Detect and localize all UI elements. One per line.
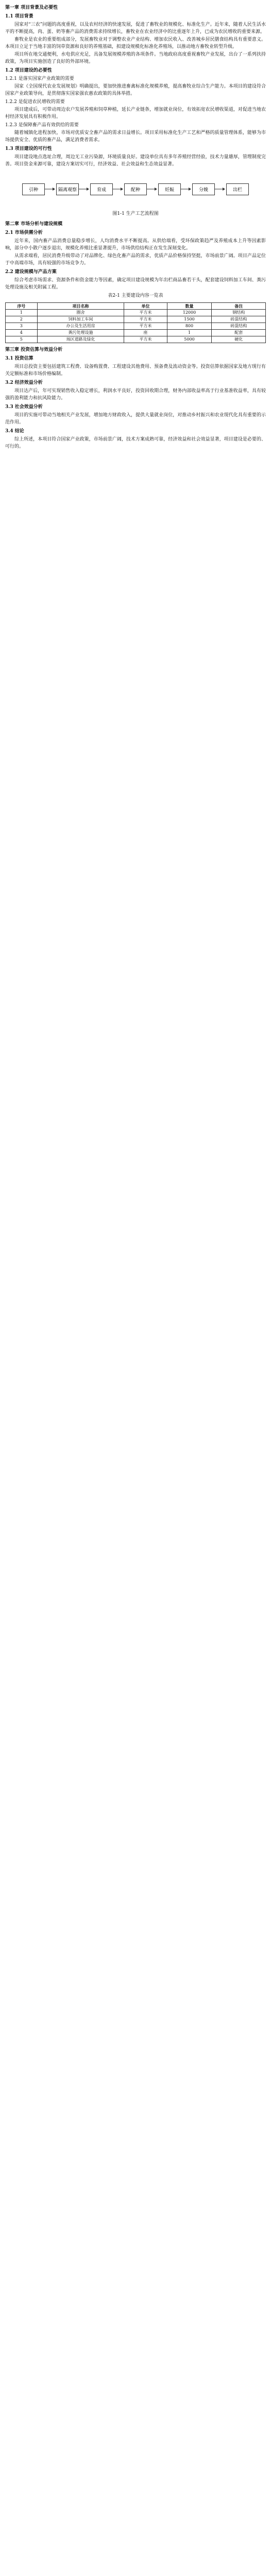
table-header-cell: 备注 xyxy=(212,303,266,310)
section-heading: 2.2 建设规模与产品方案 xyxy=(5,269,57,275)
table-row xyxy=(6,330,266,336)
section-heading: 3.3 社会效益分析 xyxy=(5,404,43,410)
table-cell: 场区道路及绿化 xyxy=(37,336,124,343)
table-cell: 平方米 xyxy=(124,310,167,316)
table-cell: 4 xyxy=(6,330,38,336)
subsection-heading: 1.2.3 是保障畜产品有效供给的需要 xyxy=(5,123,79,128)
table-row xyxy=(6,310,266,316)
table-cell: 1500 xyxy=(167,316,212,323)
paragraph: 国家对“三农”问题的高度重视，以及农村经济的快速发展，促进了畜牧业的规模化、标准化生产。近年来，随着人民生活水平的不断提高，肉、蛋、奶等畜产品的消费需求持续增长，畜牧业在农业经济中的比重逐年上升，已成为农民增收的重要来源。 xyxy=(5,22,266,35)
paragraph: 项目所在地交通便利，水电供应充足，具备发展规模养殖的各项条件。当地政府高度重视畜牧产业发展，出台了一系列扶持政策，为项目实施创造了良好的外部环境。 xyxy=(5,52,266,64)
paragraph: 畜牧业是农业的重要组成部分，发展畜牧业对于调整农业产业结构、增加农民收入、改善城乡居民膳食结构具有重要意义。本项目立足于当地丰富的饲草资源和良好的养殖基础，拟建设规模化标准化养殖场，以推动地方畜牧业转型升级。 xyxy=(5,37,266,49)
paragraph: 项目的实施可带动当地相关产业发展，增加地方财政收入，提供大量就业岗位，对推动乡村振兴和农业现代化具有重要的示范作用。 xyxy=(5,413,266,425)
table-header-cell: 数量 xyxy=(167,303,212,310)
section-heading: 3.1 投资估算 xyxy=(5,356,33,361)
table-cell: 圈舍 xyxy=(37,310,124,316)
chapter-title: 第三章 投资估算与效益分析 xyxy=(5,347,63,352)
table-row xyxy=(6,323,266,330)
flow-arrow-head xyxy=(121,188,123,191)
paragraph: 项目总投资主要包括建筑工程费、设备购置费、工程建设其他费用、预备费及流动资金等。投资估算依据国家及地方现行有关定额标准和市场价格编制。 xyxy=(5,364,266,377)
table-cell: 1 xyxy=(6,310,38,316)
section-heading: 2.1 市场供需分析 xyxy=(5,230,43,235)
table-cell: 平方米 xyxy=(124,316,167,323)
table-cell: 配套 xyxy=(212,330,266,336)
section-heading: 3.4 结论 xyxy=(5,429,24,434)
table-caption: 表2-1 主要建设内容一览表 xyxy=(108,293,163,298)
section xyxy=(5,268,266,291)
paragraph: 近年来，国内畜产品消费总量稳步增长，人均消费水平不断提高。从供给端看，受环保政策趋严及养殖成本上升等因素影响，部分中小散户逐步退出，规模化养殖比重显著提升，市场供给结构正在发生深刻变化。 xyxy=(5,239,266,251)
section xyxy=(5,379,266,402)
flow-step-label: 分娩 xyxy=(198,188,209,193)
paragraph: 国家《全国现代农业发展规划》明确提出，要加快推进畜禽标准化规模养殖，提高畜牧业综合生产能力。本项目的建设符合国家产业政策导向，是贯彻落实国家强农惠农政策的具体举措。 xyxy=(5,84,266,96)
table-cell: 5000 xyxy=(167,336,212,343)
table-row xyxy=(6,316,266,323)
chapter-title: 第一章 项目背景及必要性 xyxy=(5,5,58,10)
section xyxy=(5,403,266,426)
construction-table xyxy=(5,302,266,343)
flow-arrow-head xyxy=(189,188,191,191)
paragraph: 从需求端看，居民消费升级带动了对品牌化、绿色化畜产品的需求，优质产品价格保持坚挺，市场前景广阔。项目产品定位于中高端市场，具有较强的市场竞争力。 xyxy=(5,253,266,266)
table-cell: 砖混结构 xyxy=(212,316,266,323)
paragraph: 随着城镇化进程加快，市场对优质安全畜产品的需求日益增长。项目采用标准化生产工艺和严格的质量管理体系，能够为市场提供安全、优质的畜产品，满足消费者需求。 xyxy=(5,130,266,143)
flow-arrow-head xyxy=(87,188,89,191)
table-cell: 5 xyxy=(6,336,38,343)
paragraph: 项目达产后，年可实现销售收入稳定增长，利润水平良好，投资回收期合理，财务内部收益率高于行业基准收益率，具有较强的盈利能力和抗风险能力。 xyxy=(5,388,266,401)
table-cell: 座 xyxy=(124,330,167,336)
table-cell: 3 xyxy=(6,323,38,330)
section xyxy=(5,13,266,65)
table-cell: 砖混结构 xyxy=(212,323,266,330)
section xyxy=(5,145,266,168)
table-cell: 钢结构 xyxy=(212,310,266,316)
subsection-heading: 1.2.2 是促进农民增收的需要 xyxy=(5,99,65,105)
flow-diagram xyxy=(22,171,249,207)
paragraph: 综合考虑市场需求、资源条件和资金能力等因素，确定项目建设规模为年出栏商品畜若干头，配套建设饲料加工车间、粪污处理设施及相关附属工程。 xyxy=(5,278,266,290)
section-heading: 1.2 项目建设的必要性 xyxy=(5,68,52,73)
section-heading: 1.3 项目建设的可行性 xyxy=(5,146,52,151)
flow-step-label: 妊娠 xyxy=(164,188,175,193)
process-flow-figure xyxy=(5,171,266,207)
table-header-row xyxy=(6,303,266,310)
table-cell: 平方米 xyxy=(124,323,167,330)
flow-step-label: 配种 xyxy=(130,188,141,193)
table-cell: 硬化 xyxy=(212,336,266,343)
table-cell: 12000 xyxy=(167,310,212,316)
section xyxy=(5,229,266,267)
section-heading: 1.1 项目背景 xyxy=(5,14,33,19)
table-cell: 2 xyxy=(6,316,38,323)
flow-step-label: 隔离观察 xyxy=(58,188,77,193)
section xyxy=(5,355,266,378)
subsection-heading: 1.2.1 是落实国家产业政策的需要 xyxy=(5,76,74,81)
table-header-cell: 序号 xyxy=(6,303,38,310)
paragraph: 综上所述，本项目符合国家产业政策，市场前景广阔，技术方案成熟可靠，经济效益和社会效益显著，项目建设是必要的、可行的。 xyxy=(5,437,266,449)
table-cell: 800 xyxy=(167,323,212,330)
chapter-title: 第二章 市场分析与建设规模 xyxy=(5,222,63,227)
flow-step-label: 引种 xyxy=(28,188,39,193)
paragraph: 项目建成后，可带动周边农户发展养殖和饲草种植，延长产业链条，增加就业岗位，有效拓宽农民增收渠道，对促进当地农村经济发展具有积极作用。 xyxy=(5,107,266,120)
table-header-cell: 单位 xyxy=(124,303,167,310)
section xyxy=(5,428,266,450)
flow-step-label: 育成 xyxy=(96,188,107,193)
table-cell: 平方米 xyxy=(124,336,167,343)
figure-caption: 图1-1 生产工艺流程图 xyxy=(112,211,159,216)
table-cell: 1 xyxy=(167,330,212,336)
paragraph: 项目建设地点选址合理，周边无工业污染源，环境质量良好。建设单位具有多年养殖经营经验，技术力量雄厚，管理制度完善。项目资金来源可靠，建设方案切实可行，经济效益、社会效益和生态效益显著。 xyxy=(5,155,266,167)
flow-arrow-head xyxy=(155,188,157,191)
flow-arrow-head xyxy=(53,188,55,191)
table-cell: 粪污处理设施 xyxy=(37,330,124,336)
table-header-cell: 项目名称 xyxy=(37,303,124,310)
section xyxy=(5,67,266,144)
flow-arrow-head xyxy=(223,188,225,191)
flow-step-label: 出栏 xyxy=(232,188,243,193)
table-row xyxy=(6,336,266,343)
table-cell: 饲料加工车间 xyxy=(37,316,124,323)
section-heading: 3.2 经济效益分析 xyxy=(5,380,43,385)
table-cell: 办公及生活用房 xyxy=(37,323,124,330)
